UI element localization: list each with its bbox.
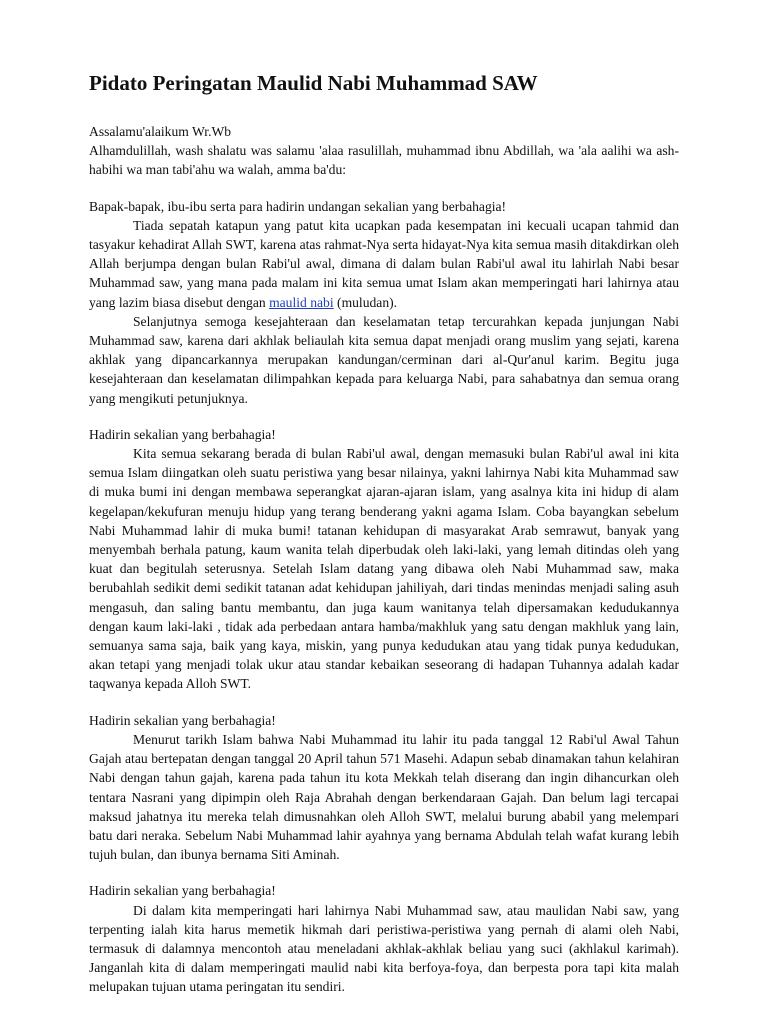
paragraph-text: (muludan).: [333, 294, 398, 310]
section-1-address: Bapak-bapak, ibu-ibu serta para hadirin undangan sekalian yang berbahagia!: [89, 198, 507, 214]
section-4-address: Hadirin sekalian yang berbahagia!: [89, 883, 276, 899]
section-4-paragraph: Di dalam kita memperingati hari lahirnya Nabi Muhammad saw, atau maulidan Nabi saw, yang terpenting ialah kita harus memetik hikmah dari peristiwa-peristiwa yang pernah di alami oleh Nabi, termasuk di dalamnya mencontoh atau meneladani akhlak-akhlak beliau yang suci (akhlakul karimah). Janganlah kita di dalam memperingati maulid nabi kita berfoya-foya, dan berpesta pora tapi kita malah melupakan tujuan utama peringatan itu sendiri.: [89, 902, 679, 995]
section-3: [89, 711, 679, 865]
paragraph-text: Tiada sepatah katapun yang patut kita ucapkan pada kesempatan ini kecuali ucapan tahmid dan tasyakur kehadirat Allah SWT, karena atas rahmat-Nya serta hidayat-Nya kita semua masih ditakdirkan oleh Allah berjumpa dengan bulan Rabi'ul awal, dimana di dalam bulan Rabi'ul awal itu lahirlah Nabi besar Muhammad saw, yang mana pada malam ini kita semua umat Islam akan memperingati hari lahirnya atau yang lazim biasa disebut dengan: [89, 217, 679, 310]
document-page: [89, 70, 679, 1014]
section-1: [89, 197, 679, 408]
section-1-paragraph-2: Selanjutnya semoga kesejahteraan dan keselamatan tetap tercurahkan kepada junjungan Nabi Muhammad saw, karena dari akhlak beliaulah kita semua dapat menjadi orang muslim yang sejati, karena akhlak yang dipancarkannya merupakan kandungan/cerminan dari al-Qur'anul karim. Begitu juga kesejahteraan dan keselamatan dilimpahkan kepada para keluarga Nabi, para sahabatnya dan semua orang yang mengikuti petunjuknya.: [89, 313, 679, 406]
section-3-address: Hadirin sekalian yang berbahagia!: [89, 712, 276, 728]
section-2-address: Hadirin sekalian yang berbahagia!: [89, 426, 276, 442]
section-4: [89, 881, 679, 996]
section-1-paragraph-1: [89, 216, 679, 312]
section-2-paragraph: Kita semua sekarang berada di bulan Rabi'ul awal, dengan memasuki bulan Rabi'ul awal ini kita semua Islam diingatkan oleh suatu peristiwa yang besar nilainya, yakni lahirnya Nabi kita Muhammad saw di muka bumi ini dengan membawa seperangkat ajaran-ajaran islam, yang asalnya kita ini hidup di alam kegelapan/kekufuran menuju hidup yang terang benderang yakni agama Islam. Coba bayangkan sebelum Nabi Muhammad lahir di muka bumi! tatanan kehidupan di masyarakat Arab semrawut, banyak yang menyembah berhala patung, kaum wanita telah diperbudak oleh laki-laki, yang lemah ditindas oleh yang kuat dan begitulah seterusnya. Setelah Islam datang yang dibawa oleh Nabi Muhammad saw, maka berubahlah sedikit demi sedikit tatanan adat kehidupan jahiliyah, dari tindas menindas menjadi saling asuh mengasuh, dan saling bantu membantu, dan juga kaum wanitanya telah dipersamakan kedudukannya dengan kaum laki-laki , tidak ada perbedaan antara hamba/makhluk yang satu dengan makhluk yang lain, semuanya sama saja, baik yang kaya, miskin, yang punya kedudukan atau yang tidak punya kedudukan, akan tetapi yang menjadi tolak ukur atau standar kebaikan seseorang di hadapan Tuhannya adalah kadar taqwanya kepada Alloh SWT.: [89, 446, 679, 692]
section-2: [89, 425, 679, 694]
opening-section: [89, 122, 679, 180]
greeting: Assalamu'alaikum Wr.Wb: [89, 124, 232, 139]
maulid-nabi-link[interactable]: maulid nabi: [269, 294, 334, 310]
salutation: Alhamdulillah, wash shalatu was salamu 'alaa rasulillah, muhammad ibnu Abdillah, wa 'ala aalihi wa ash-habihi wa man tabi'ahu wa walah, amma ba'du:: [89, 143, 679, 178]
page-title: Pidato Peringatan Maulid Nabi Muhammad SAW: [89, 71, 538, 95]
section-3-paragraph: Menurut tarikh Islam bahwa Nabi Muhammad itu lahir itu pada tanggal 12 Rabi'ul Awal Tahun Gajah atau bertepatan dengan tanggal 20 April tahun 571 Masehi. Adapun sebab dinamakan tahun kelahiran Nabi dengan tahun gajah, karena pada tahun itu kota Mekkah telah diserang dan ingin dihancurkan oleh tentara Nasrani yang dipimpin oleh Raja Abrahah dengan berkendaraan Gajah. Dan belum lagi tercapai maksud jahatnya itu mereka telah dimusnahkan oleh Alloh SWT, melalui burung ababil yang melempari batu dari neraka. Sebelum Nabi Muhammad lahir ayahnya yang bernama Abdulah telah wafat kurang lebih tujuh bulan, dan ibunya bernama Siti Aminah.: [89, 731, 679, 863]
